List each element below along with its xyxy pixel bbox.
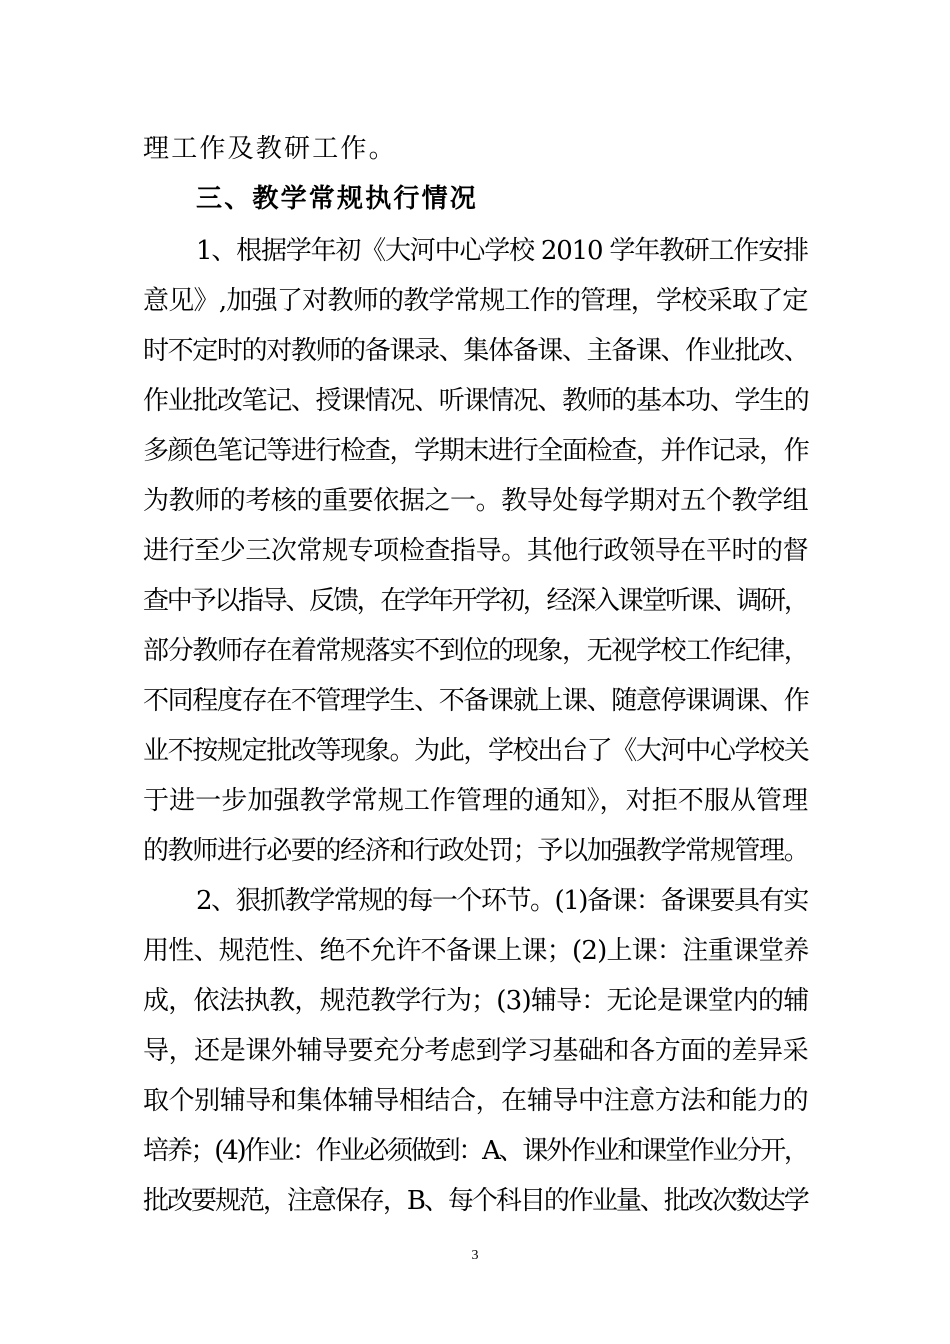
paragraph-line: 意见》,加强了对教师的教学常规工作的管理，学校采取了定 (143, 286, 808, 316)
paragraph-line: 的教师进行必要的经济和行政处罚；予以加强教学常规管理。 (143, 836, 809, 866)
paragraph-line: 查中予以指导、反馈，在学年开学初，经深入课堂听课、调研， (143, 586, 808, 616)
paragraph-line: 取个别辅导和集体辅导相结合，在辅导中注意方法和能力的 (143, 1086, 809, 1116)
paragraph-line: 不同程度存在不管理学生、不备课就上课、随意停课调课、作 (143, 686, 809, 716)
paragraph-line: 部分教师存在着常规落实不到位的现象，无视学校工作纪律， (143, 636, 809, 666)
section-heading: 三、教学常规执行情况 (196, 184, 479, 214)
paragraph-line: 成，依法执教，规范教学行为；(3)辅导：无论是课堂内的辅 (143, 986, 809, 1016)
paragraph-line: 业不按规定批改等现象。为此，学校出台了《大河中心学校关 (143, 736, 809, 766)
paragraph-line: 导，还是课外辅导要充分考虑到学习基础和各方面的差异采 (143, 1036, 809, 1066)
paragraph-line: 于进一步加强教学常规工作管理的通知》，对拒不服从管理 (143, 786, 809, 816)
paragraph-line: 作业批改笔记、授课情况、听课情况、教师的基本功、学生的 (143, 386, 809, 416)
paragraph-line: 培养；(4)作业：作业必须做到：A、课外作业和课堂作业分开， (143, 1136, 808, 1166)
page-number: 3 (471, 1248, 479, 1263)
paragraph-line: 多颜色笔记等进行检查，学期末进行全面检查，并作记录，作 (143, 436, 809, 466)
paragraph-line: 时不定时的对教师的备课录、集体备课、主备课、作业批改、 (143, 336, 809, 366)
paragraph-line: 用性、规范性、绝不允许不备课上课；(2)上课：注重课堂养 (143, 936, 809, 966)
paragraph-line: 为教师的考核的重要依据之一。教导处每学期对五个教学组 (143, 486, 809, 516)
paragraph-line: 进行至少三次常规专项检查指导。其他行政领导在平时的督 (143, 536, 809, 566)
paragraph-line: 批改要规范，注意保存，B、每个科目的作业量、批改次数达学 (143, 1186, 808, 1216)
paragraph-line: 2、狠抓教学常规的每一个环节。(1)备课：备课要具有实 (196, 886, 808, 916)
paragraph-line: 1、根据学年初《大河中心学校 2010 学年教研工作安排 (196, 236, 808, 266)
intro-line: 理工作及教研工作。 (143, 134, 397, 164)
